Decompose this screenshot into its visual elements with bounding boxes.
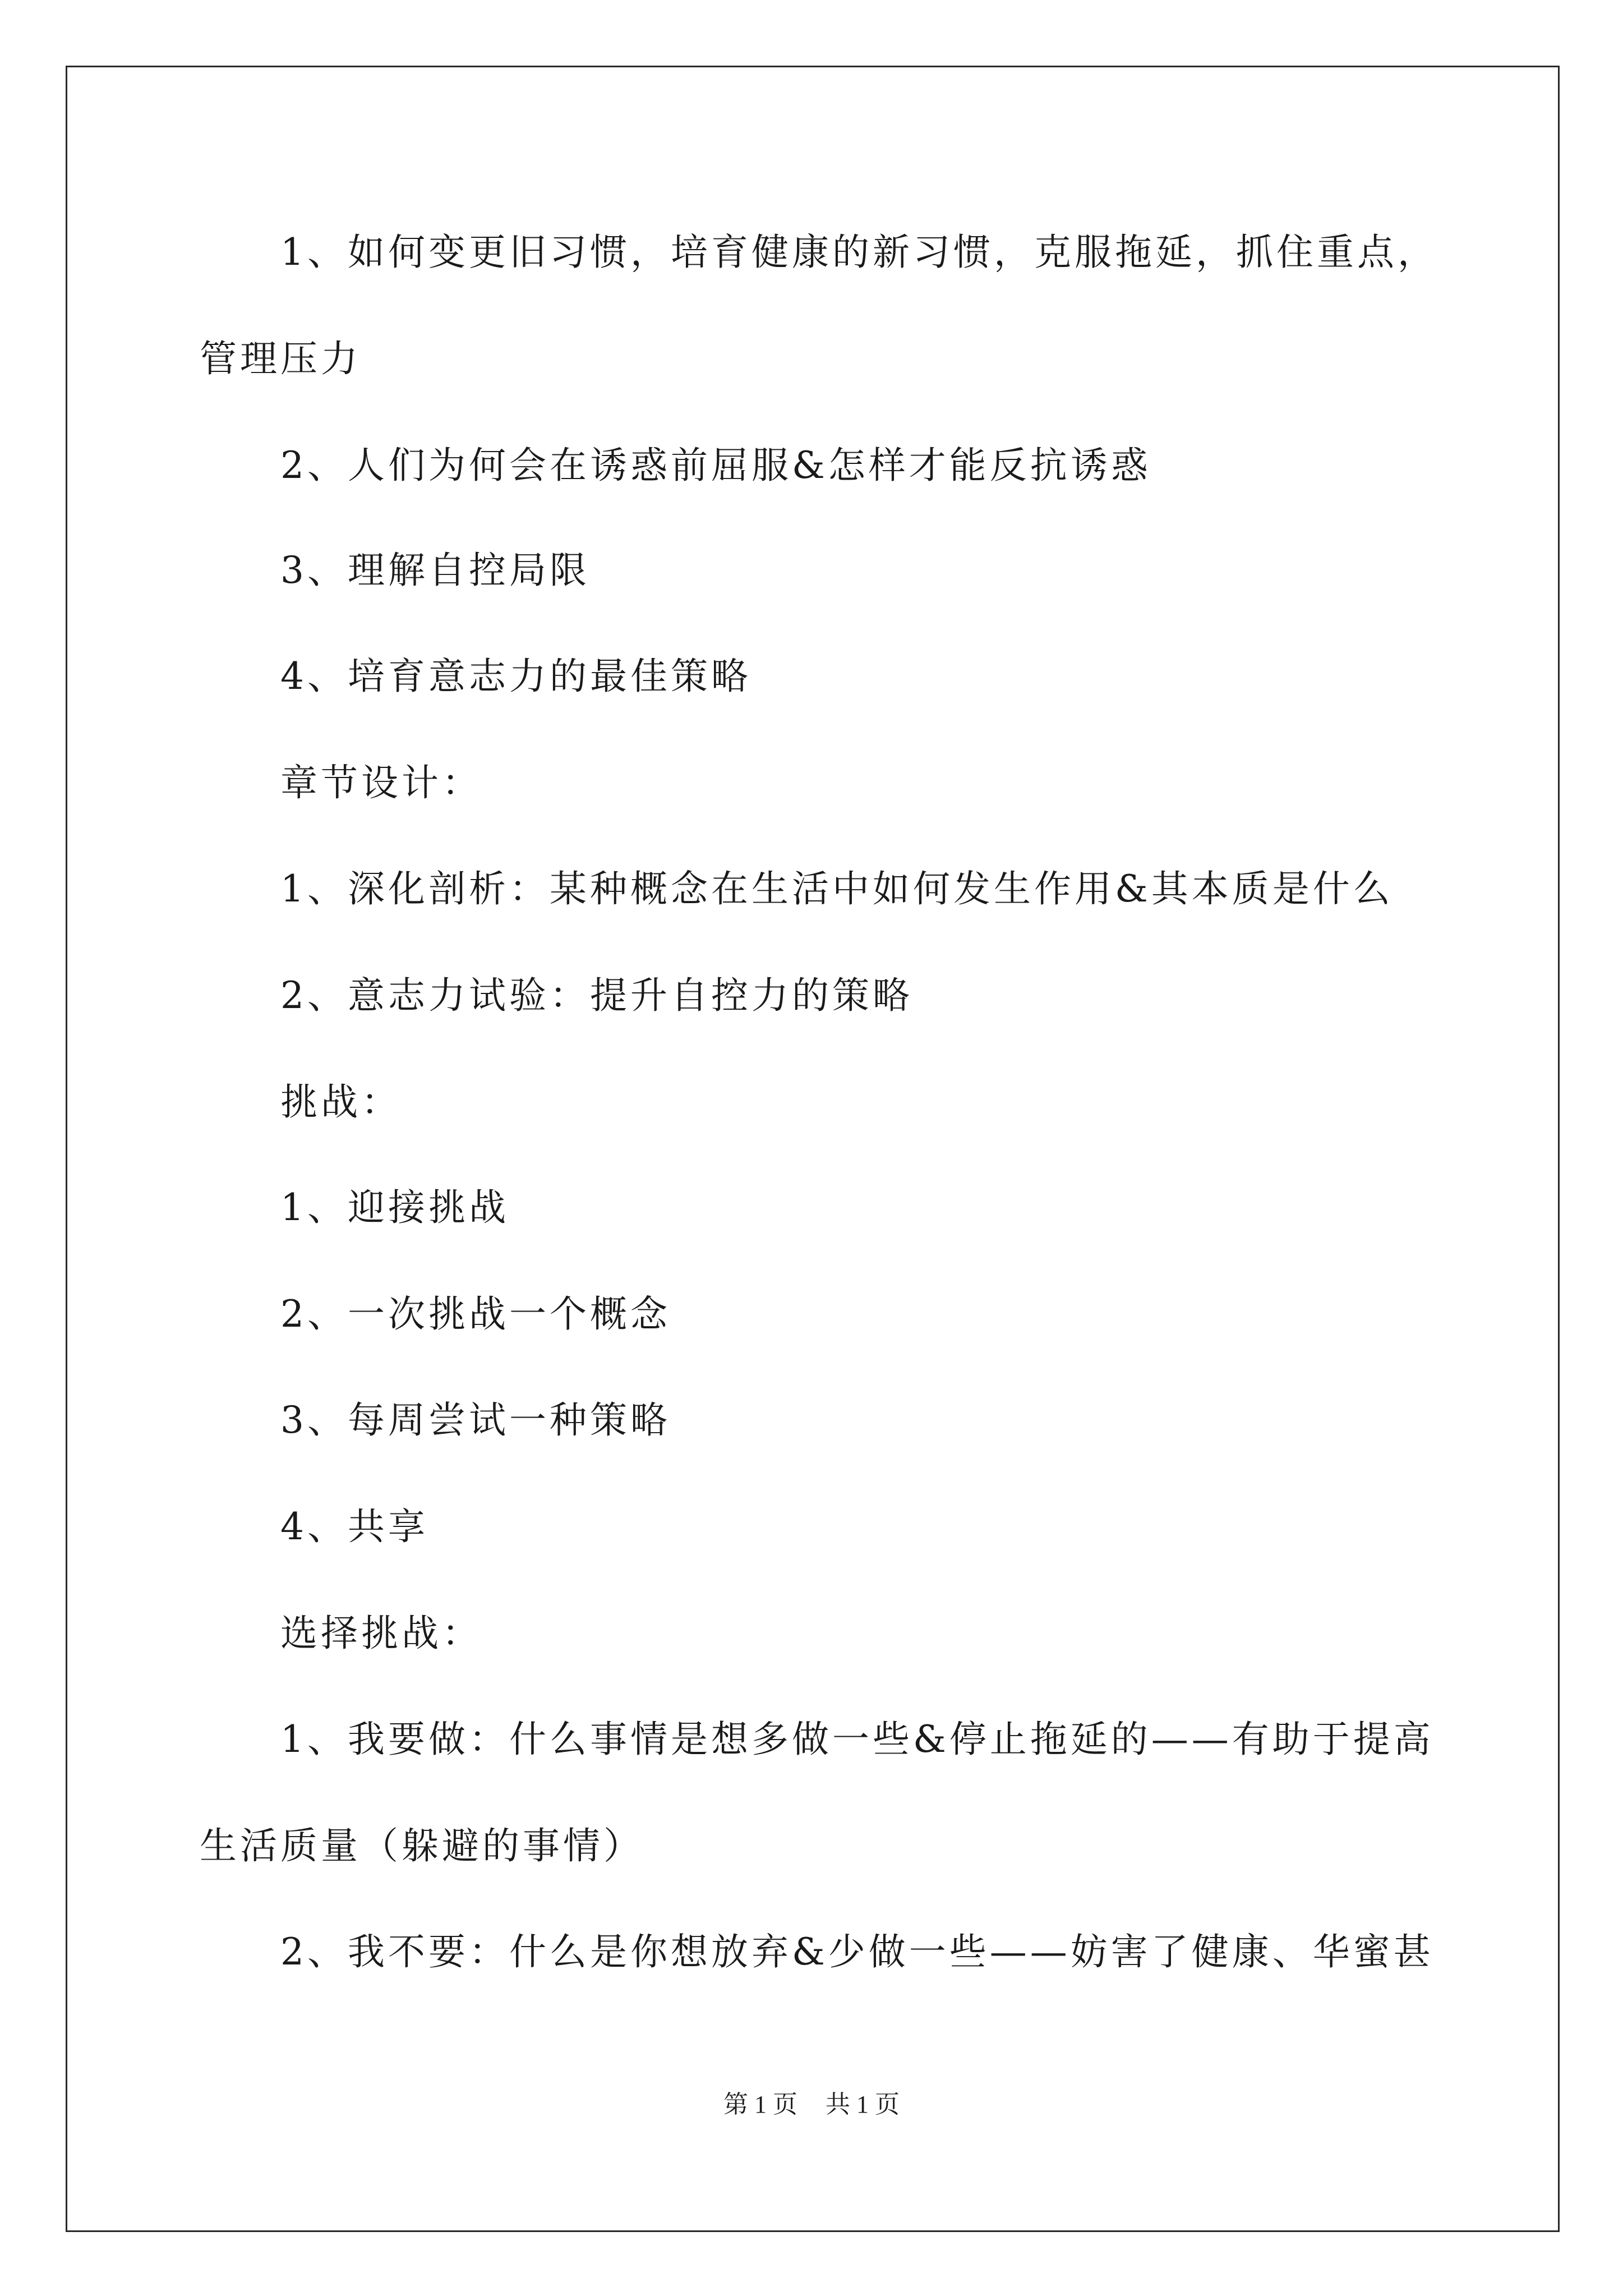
paragraph-3: 3、理解自控局限 (280, 549, 590, 592)
paragraph-1-line-2: 管理压力 (200, 337, 361, 380)
paragraph-9: 3、每周尝试一种策略 (280, 1398, 671, 1442)
section-heading-chapter-design: 章节设计： (280, 761, 482, 804)
paragraph-4: 4、培育意志力的最佳策略 (280, 655, 751, 698)
page-total: 共 1 页 (826, 2091, 900, 2118)
paragraph-11-line-1: 1、我要做：什么事情是想多做一些&停止拖延的——有助于提高 (280, 1718, 1434, 1761)
paragraph-6: 2、意志力试验：提升自控力的策略 (280, 974, 913, 1017)
paragraph-2: 2、人们为何会在诱惑前屈服&怎样才能反抗诱惑 (280, 444, 1151, 487)
page-footer (0, 2088, 1623, 2122)
section-heading-challenge: 挑战： (280, 1080, 402, 1124)
paragraph-7: 1、迎接挑战 (280, 1186, 509, 1229)
paragraph-10: 4、共享 (280, 1505, 428, 1548)
page-border (66, 66, 1560, 2232)
paragraph-1-line-1: 1、如何变更旧习惯，培育健康的新习惯，克服拖延，抓住重点， (280, 231, 1438, 274)
page-number: 第 1 页 (723, 2091, 797, 2118)
paragraph-5: 1、深化剖析：某种概念在生活中如何发生作用&其本质是什么 (280, 867, 1394, 910)
section-heading-choose-challenge: 选择挑战： (280, 1612, 482, 1655)
paragraph-12: 2、我不要：什么是你想放弃&少做一些——妨害了健康、华蜜甚 (280, 1930, 1434, 1973)
paragraph-11-line-2: 生活质量（躲避的事情） (200, 1824, 644, 1867)
paragraph-8: 2、一次挑战一个概念 (280, 1292, 671, 1336)
